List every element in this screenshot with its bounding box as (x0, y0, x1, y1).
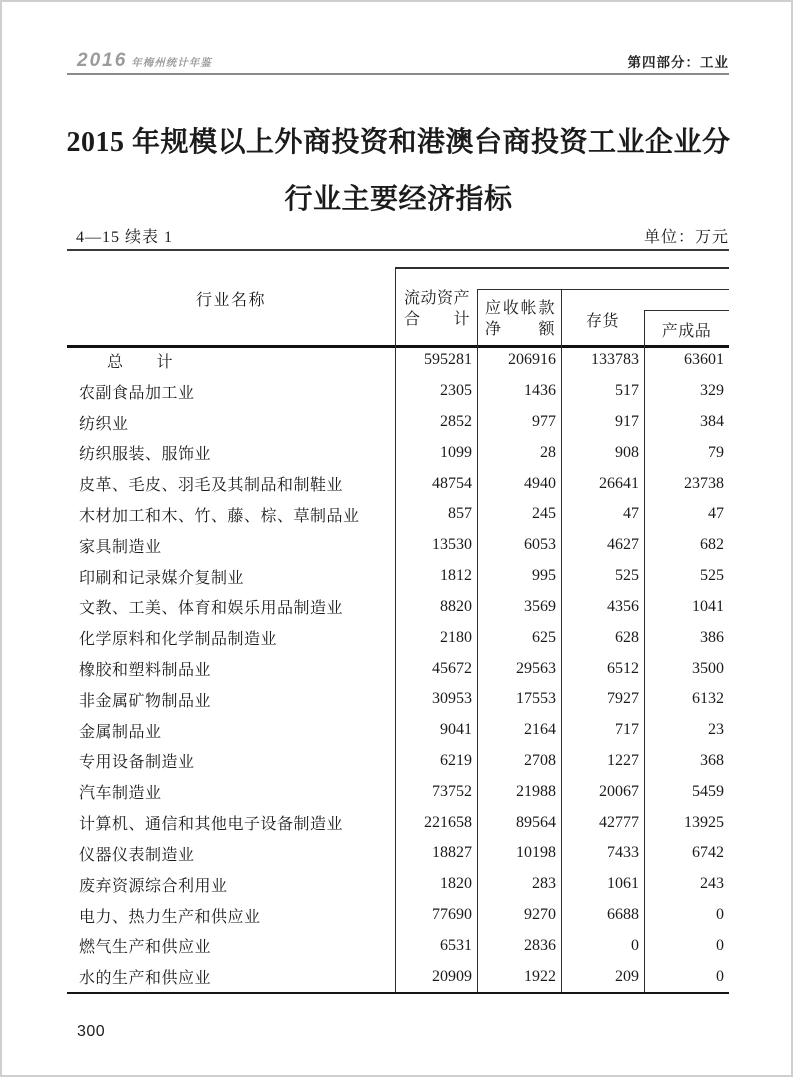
value-cell: 133783 (591, 351, 639, 369)
industry-name: 木材加工和木、竹、藤、棕、草制品业 (79, 507, 360, 525)
value-cell: 63601 (684, 351, 724, 369)
value-cell: 47 (623, 505, 639, 523)
value-cell: 1041 (692, 597, 724, 615)
value-cell: 4940 (524, 474, 556, 492)
value-cell: 525 (615, 567, 639, 585)
value-cell: 1227 (607, 751, 639, 769)
industry-name: 橡胶和塑料制品业 (79, 662, 212, 680)
yearbook-logo (77, 50, 212, 72)
value-cell: 857 (448, 505, 472, 523)
value-cell: 30953 (432, 690, 472, 708)
industry-name: 文教、工美、体育和娱乐用品制造业 (79, 600, 344, 618)
table-row (67, 622, 729, 653)
value-cell: 7927 (607, 690, 639, 708)
page-number: 300 (77, 1023, 106, 1040)
industry-name: 农副食品加工业 (79, 384, 195, 402)
header-rule (67, 73, 729, 75)
industry-name: 燃气生产和供应业 (79, 939, 212, 957)
value-cell: 20909 (432, 967, 472, 985)
table-top-rule (395, 267, 729, 269)
value-cell: 329 (700, 382, 724, 400)
industry-name: 化学原料和化学制品制造业 (79, 631, 278, 649)
industry-name: 废弃资源综合利用业 (79, 877, 228, 895)
value-cell: 6688 (607, 906, 639, 924)
unit-label: 单位：万元 (643, 229, 729, 246)
value-cell: 77690 (432, 906, 472, 924)
table-row (67, 684, 729, 715)
value-cell: 6512 (607, 659, 639, 677)
value-cell: 2852 (440, 413, 472, 431)
logo-year: 2016 (77, 50, 128, 71)
data-table (67, 267, 729, 994)
column-header-inventory: 存货 (585, 313, 619, 330)
value-cell: 2708 (524, 751, 556, 769)
table-row (67, 561, 729, 592)
table-rows (67, 345, 729, 992)
value-cell: 23738 (684, 474, 724, 492)
table-bottom-rule (67, 992, 729, 994)
industry-name: 家具制造业 (79, 538, 162, 556)
table-row (67, 499, 729, 530)
value-cell: 1922 (524, 967, 556, 985)
value-cell: 47 (708, 505, 724, 523)
value-cell: 20067 (599, 782, 639, 800)
value-cell: 1812 (440, 567, 472, 585)
table-row (67, 437, 729, 468)
value-cell: 628 (615, 628, 639, 646)
section-label: 第四部分：工业 (627, 55, 729, 70)
value-cell: 908 (615, 443, 639, 461)
value-cell: 18827 (432, 844, 472, 862)
value-cell: 28 (540, 443, 556, 461)
table-row (67, 468, 729, 499)
industry-name: 纺织服装、服饰业 (79, 446, 212, 464)
value-cell: 917 (615, 413, 639, 431)
value-cell: 45672 (432, 659, 472, 677)
table-row (67, 961, 729, 992)
table-step3-rule (644, 310, 729, 311)
value-cell: 595281 (424, 351, 472, 369)
industry-name: 计算机、通信和其他电子设备制造业 (79, 816, 344, 834)
value-cell: 9041 (440, 721, 472, 739)
industry-name: 仪器仪表制造业 (79, 846, 195, 864)
page-title-line1: 2015 年规模以上外商投资和港澳台商投资工业企业分 (66, 127, 731, 158)
value-cell: 2164 (524, 721, 556, 739)
table-meta (67, 223, 729, 249)
table-row (67, 838, 729, 869)
table-row (67, 930, 729, 961)
value-cell: 2305 (440, 382, 472, 400)
column-header-receivables: 应收帐款 净 额 (485, 300, 555, 338)
value-cell: 1099 (440, 443, 472, 461)
value-cell: 23 (708, 721, 724, 739)
value-cell: 368 (700, 751, 724, 769)
industry-name: 专用设备制造业 (79, 754, 195, 772)
value-cell: 243 (700, 875, 724, 893)
industry-name: 电力、热力生产和供应业 (79, 908, 261, 926)
value-cell: 221658 (424, 813, 472, 831)
value-cell: 48754 (432, 474, 472, 492)
value-cell: 2180 (440, 628, 472, 646)
value-cell: 525 (700, 567, 724, 585)
value-cell: 1820 (440, 875, 472, 893)
page-title (2, 114, 793, 228)
value-cell: 209 (615, 967, 639, 985)
page-title-line2: 行业主要经济指标 (284, 184, 513, 215)
value-cell: 995 (532, 567, 556, 585)
value-cell: 2836 (524, 936, 556, 954)
value-cell: 245 (532, 505, 556, 523)
table-number: 4—15 续表 1 (76, 229, 174, 246)
value-cell: 0 (631, 936, 639, 954)
value-cell: 9270 (524, 906, 556, 924)
value-cell: 0 (716, 936, 724, 954)
value-cell: 1436 (524, 382, 556, 400)
logo-title: 年梅州统计年鉴 (131, 57, 212, 69)
column-header-finished-goods: 产成品 (661, 323, 712, 340)
value-cell: 3500 (692, 659, 724, 677)
value-cell: 3569 (524, 597, 556, 615)
value-cell: 42777 (599, 813, 639, 831)
value-cell: 13530 (432, 536, 472, 554)
industry-name: 总 计 (107, 353, 174, 371)
value-cell: 6531 (440, 936, 472, 954)
value-cell: 73752 (432, 782, 472, 800)
running-head (67, 46, 729, 72)
value-cell: 21988 (516, 782, 556, 800)
value-cell: 10198 (516, 844, 556, 862)
table-row (67, 776, 729, 807)
table-row (67, 746, 729, 777)
industry-name: 非金属矿物制品业 (79, 692, 212, 710)
table-row (67, 407, 729, 438)
value-cell: 6053 (524, 536, 556, 554)
value-cell: 5459 (692, 782, 724, 800)
value-cell: 386 (700, 628, 724, 646)
table-row (67, 530, 729, 561)
value-cell: 4356 (607, 597, 639, 615)
industry-name: 汽车制造业 (79, 785, 162, 803)
table-row (67, 653, 729, 684)
value-cell: 6219 (440, 751, 472, 769)
value-cell: 13925 (684, 813, 724, 831)
value-cell: 7433 (607, 844, 639, 862)
column-header-industry: 行业名称 (195, 292, 266, 309)
value-cell: 17553 (516, 690, 556, 708)
value-cell: 517 (615, 382, 639, 400)
value-cell: 283 (532, 875, 556, 893)
table-row (67, 592, 729, 623)
value-cell: 29563 (516, 659, 556, 677)
value-cell: 682 (700, 536, 724, 554)
industry-name: 印刷和记录媒介复制业 (79, 569, 245, 587)
value-cell: 717 (615, 721, 639, 739)
value-cell: 1061 (607, 875, 639, 893)
industry-name: 水的生产和供应业 (79, 970, 212, 988)
value-cell: 8820 (440, 597, 472, 615)
value-cell: 977 (532, 413, 556, 431)
industry-name: 皮革、毛皮、羽毛及其制品和制鞋业 (79, 477, 344, 495)
table-step2-rule (477, 289, 729, 290)
value-cell: 384 (700, 413, 724, 431)
industry-name: 纺织业 (79, 415, 129, 433)
value-cell: 6742 (692, 844, 724, 862)
value-cell: 4627 (607, 536, 639, 554)
table-row (67, 807, 729, 838)
value-cell: 0 (716, 967, 724, 985)
table-row (67, 869, 729, 900)
table-row (67, 715, 729, 746)
meta-underline (67, 249, 729, 251)
value-cell: 625 (532, 628, 556, 646)
table-row (67, 900, 729, 931)
value-cell: 0 (716, 906, 724, 924)
value-cell: 26641 (599, 474, 639, 492)
column-header-current-assets: 流动资产 合 计 (404, 290, 471, 328)
value-cell: 79 (708, 443, 724, 461)
industry-name: 金属制品业 (79, 723, 162, 741)
table-row (67, 376, 729, 407)
value-cell: 6132 (692, 690, 724, 708)
value-cell: 89564 (516, 813, 556, 831)
table-row (67, 345, 729, 376)
value-cell: 206916 (508, 351, 556, 369)
